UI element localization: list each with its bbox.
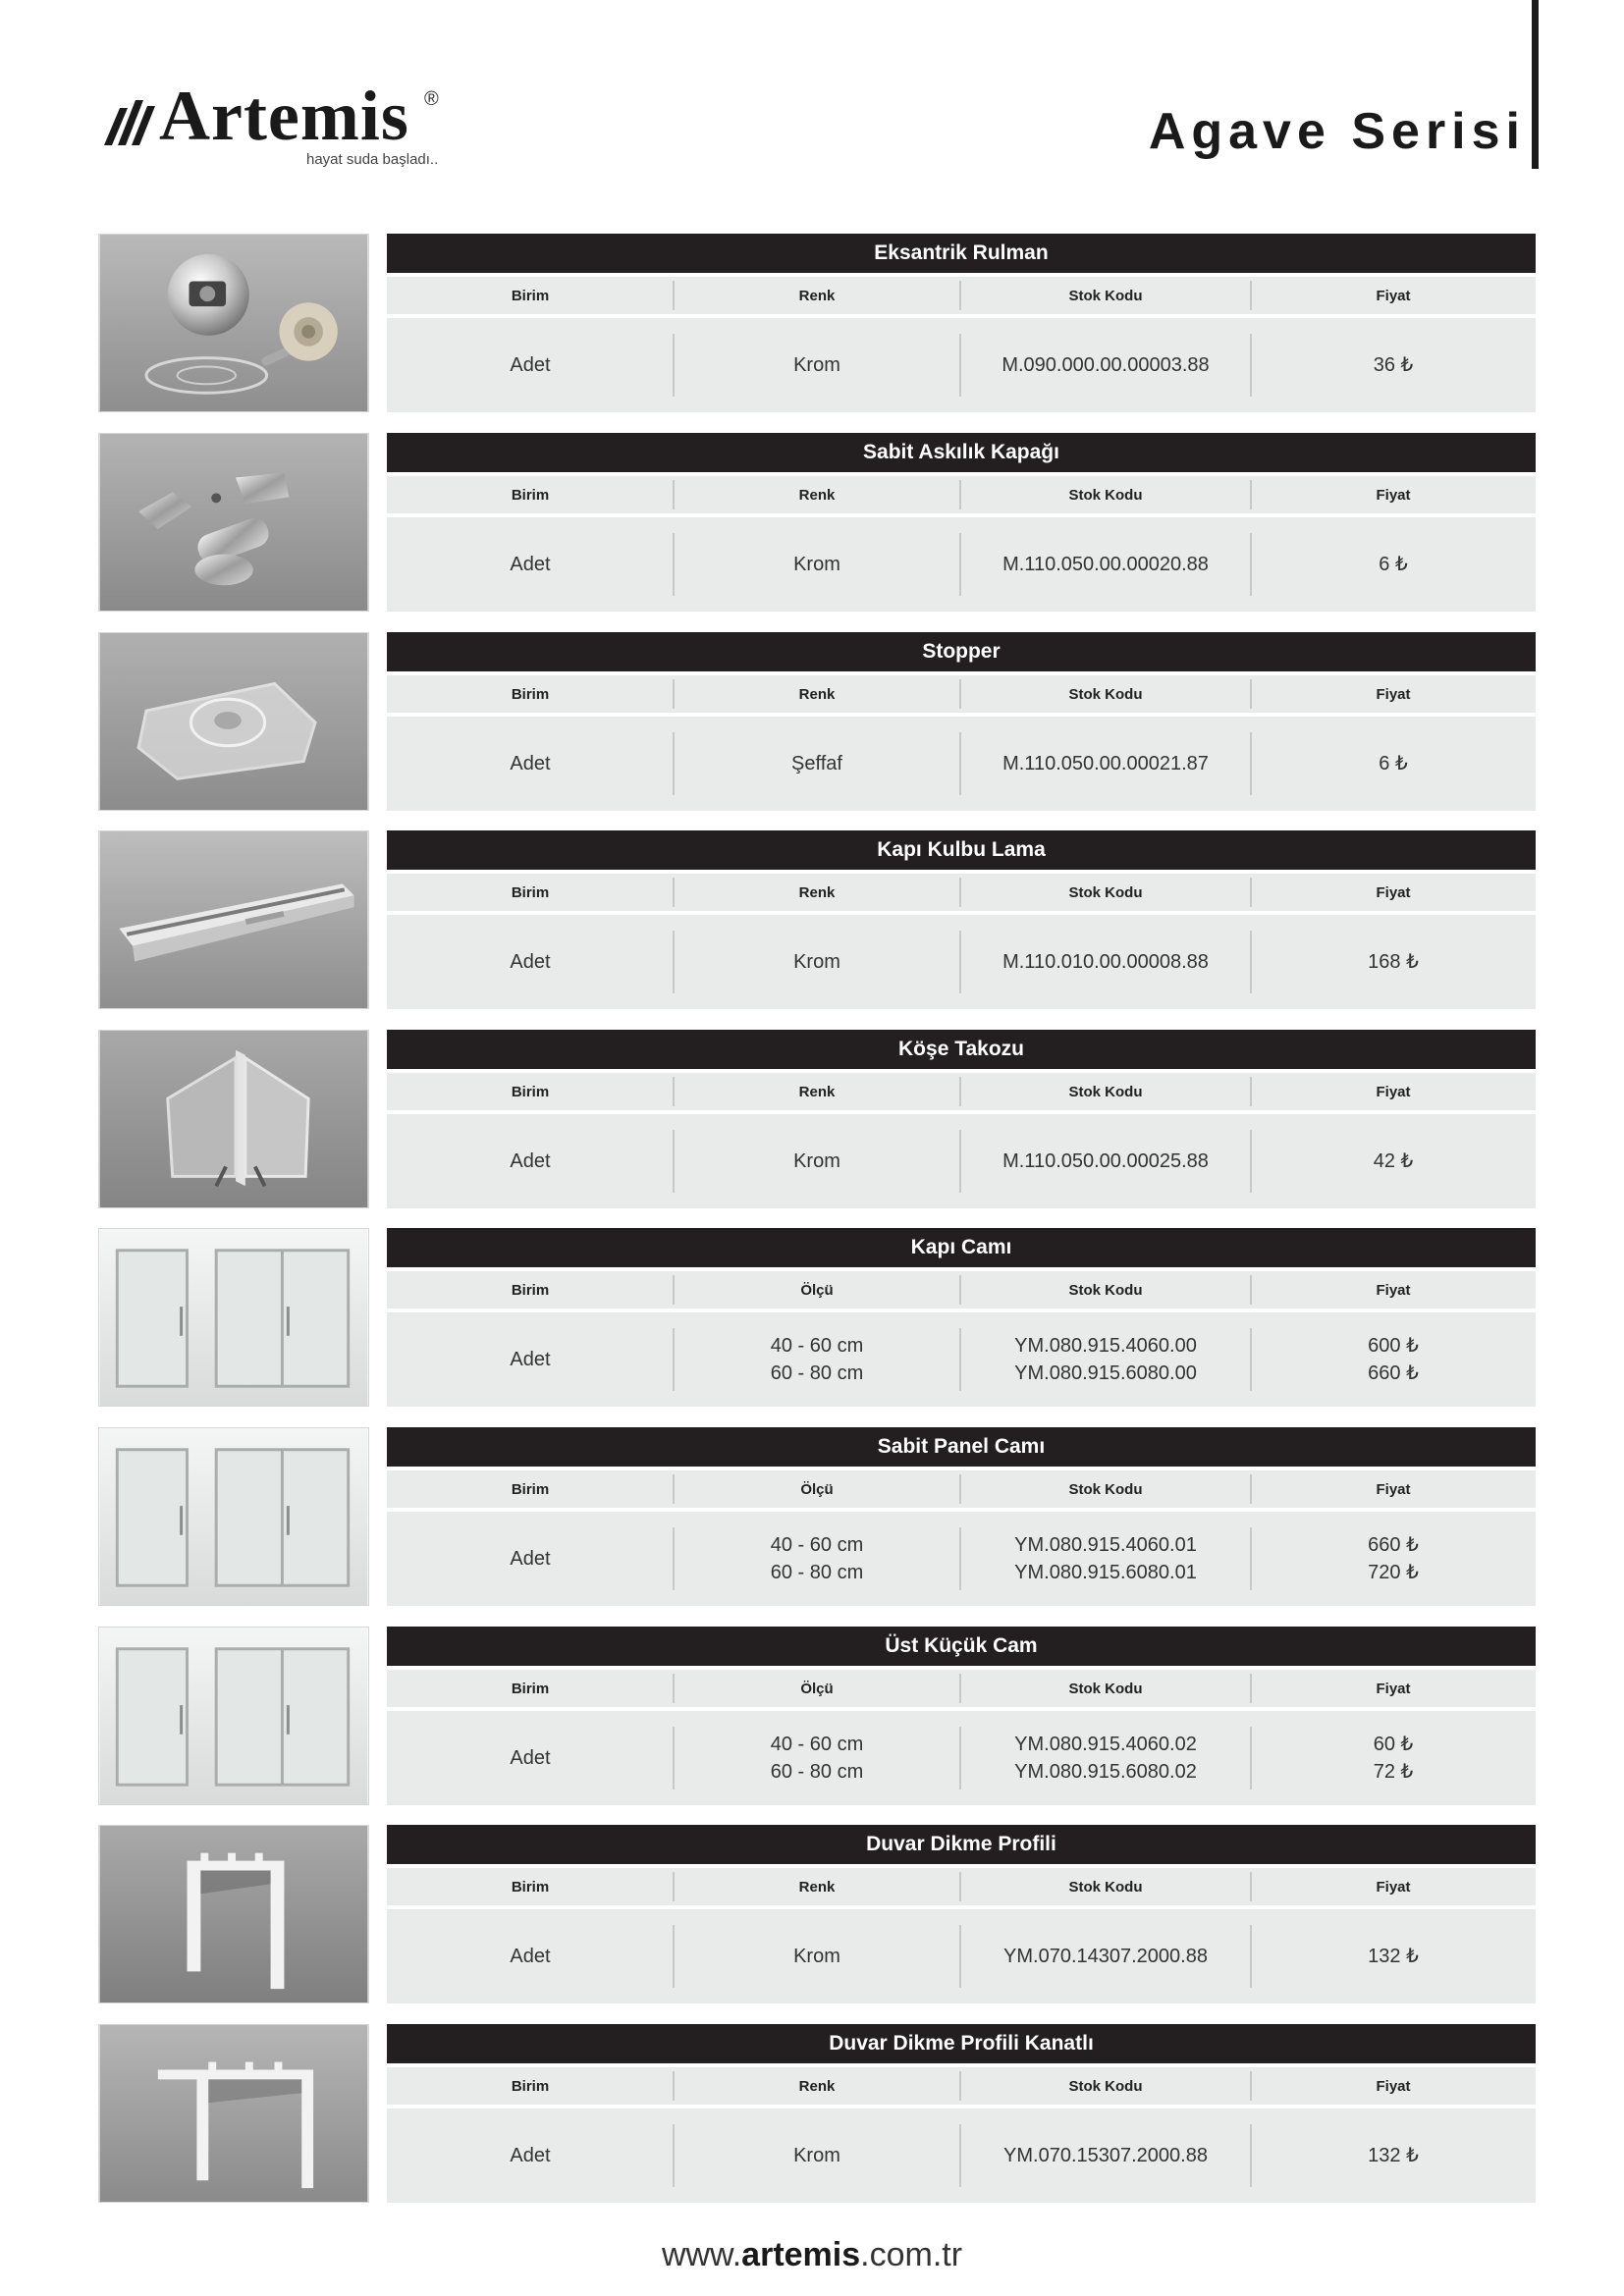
column-divider bbox=[959, 1872, 961, 1901]
product-table bbox=[387, 1228, 1536, 1407]
header-fiyat: Fiyat bbox=[1376, 1480, 1411, 1498]
cell-stok-kodu bbox=[960, 2109, 1251, 2203]
header-renk: Renk bbox=[798, 2077, 836, 2095]
cell-renk bbox=[674, 1114, 960, 1208]
column-divider bbox=[673, 2124, 675, 2187]
corner-block-icon bbox=[99, 1031, 368, 1207]
cell-renk bbox=[674, 318, 960, 412]
product-photo bbox=[98, 234, 369, 412]
product-title: Kapı Kulbu Lama bbox=[387, 830, 1536, 870]
fiyat-value: 6 ₺ bbox=[1379, 753, 1408, 774]
product-photo bbox=[98, 1030, 369, 1208]
artemis-logo[interactable] bbox=[98, 77, 452, 175]
fiyat-value: 6 ₺ bbox=[1379, 554, 1408, 575]
header-birim: Birim bbox=[511, 287, 550, 304]
column-divider bbox=[673, 878, 675, 907]
cell-olcu bbox=[674, 1512, 960, 1606]
column-divider bbox=[959, 2071, 961, 2101]
column-divider bbox=[1250, 1925, 1252, 1988]
product-table bbox=[387, 1030, 1536, 1208]
product-block bbox=[98, 1228, 1536, 1407]
header-olcu: Ölçü bbox=[800, 1680, 834, 1697]
stok-kodu-value: M.090.000.00.00003.88 bbox=[1001, 354, 1210, 376]
olcu-value: 40 - 60 cm bbox=[770, 1734, 864, 1755]
header-renk: Renk bbox=[798, 1083, 836, 1100]
column-divider bbox=[1250, 1077, 1252, 1106]
column-divider bbox=[673, 1130, 675, 1193]
header-stok-kodu: Stok Kodu bbox=[1068, 1281, 1143, 1299]
fiyat-value: 36 ₺ bbox=[1373, 354, 1414, 376]
table-header-row bbox=[387, 1670, 1536, 1707]
cell-stok-kodu bbox=[960, 1114, 1251, 1208]
cell-birim bbox=[387, 1312, 674, 1407]
renk-value: Krom bbox=[793, 1150, 840, 1172]
cell-birim bbox=[387, 1512, 674, 1606]
fiyat-value: 660 ₺ bbox=[1368, 1362, 1419, 1384]
product-table bbox=[387, 433, 1536, 612]
cell-fiyat bbox=[1251, 2109, 1536, 2203]
column-divider bbox=[673, 1474, 675, 1504]
table-header-row bbox=[387, 1073, 1536, 1110]
column-divider bbox=[1250, 2124, 1252, 2187]
header-olcu: Ölçü bbox=[800, 1480, 834, 1498]
column-divider bbox=[959, 878, 961, 907]
glass-door-icon bbox=[99, 1229, 368, 1406]
product-title: Sabit Askılık Kapağı bbox=[387, 433, 1536, 472]
header-birim: Birim bbox=[511, 1281, 550, 1299]
column-divider bbox=[673, 679, 675, 709]
stok-kodu-value: M.110.050.00.00021.87 bbox=[1002, 753, 1209, 774]
cell-renk bbox=[674, 2109, 960, 2203]
wall-profile-icon bbox=[99, 1826, 368, 2002]
column-divider bbox=[959, 1925, 961, 1988]
stok-kodu-value: YM.070.14307.2000.88 bbox=[1003, 1946, 1208, 1967]
product-title: Stopper bbox=[387, 632, 1536, 671]
roller-bearing-icon bbox=[99, 235, 368, 411]
logo-slashes-icon bbox=[98, 94, 155, 149]
birim-value: Adet bbox=[510, 1349, 551, 1370]
header-birim: Birim bbox=[511, 685, 550, 703]
fiyat-value: 720 ₺ bbox=[1368, 1562, 1419, 1583]
cell-birim bbox=[387, 318, 674, 412]
fiyat-value: 60 ₺ bbox=[1373, 1734, 1414, 1755]
fiyat-value: 168 ₺ bbox=[1368, 951, 1419, 973]
table-row bbox=[387, 1114, 1536, 1208]
stok-kodu-value: M.110.050.00.00025.88 bbox=[1002, 1150, 1209, 1172]
column-divider bbox=[1250, 1474, 1252, 1504]
olcu-value: 40 - 60 cm bbox=[770, 1335, 864, 1357]
header-stok-kodu: Stok Kodu bbox=[1068, 883, 1143, 901]
column-divider bbox=[673, 1328, 675, 1391]
cell-renk bbox=[674, 517, 960, 612]
cell-stok-kodu bbox=[960, 1512, 1251, 1606]
column-divider bbox=[673, 1872, 675, 1901]
cell-stok-kodu bbox=[960, 1312, 1251, 1407]
product-photo bbox=[98, 632, 369, 811]
olcu-value: 40 - 60 cm bbox=[770, 1534, 864, 1556]
column-divider bbox=[959, 1077, 961, 1106]
table-header-row bbox=[387, 675, 1536, 713]
cell-fiyat bbox=[1251, 1312, 1536, 1407]
header-stok-kodu: Stok Kodu bbox=[1068, 1680, 1143, 1697]
product-table bbox=[387, 1627, 1536, 1805]
cell-fiyat bbox=[1251, 517, 1536, 612]
cell-birim bbox=[387, 717, 674, 811]
column-divider bbox=[1250, 334, 1252, 397]
stok-kodu-value: YM.080.915.6080.00 bbox=[1014, 1362, 1197, 1384]
birim-value: Adet bbox=[510, 951, 551, 973]
header-accent-bar bbox=[1532, 0, 1539, 169]
cell-stok-kodu bbox=[960, 915, 1251, 1009]
column-divider bbox=[673, 1275, 675, 1305]
renk-value: Krom bbox=[793, 1946, 840, 1967]
renk-value: Krom bbox=[793, 554, 840, 575]
cell-stok-kodu bbox=[960, 1909, 1251, 2003]
column-divider bbox=[1250, 1275, 1252, 1305]
cell-fiyat bbox=[1251, 915, 1536, 1009]
olcu-value: 60 - 80 cm bbox=[770, 1761, 864, 1783]
column-divider bbox=[959, 533, 961, 596]
column-divider bbox=[959, 334, 961, 397]
fiyat-value: 72 ₺ bbox=[1373, 1761, 1414, 1783]
header-fiyat: Fiyat bbox=[1376, 1680, 1411, 1697]
column-divider bbox=[673, 533, 675, 596]
stok-kodu-value: YM.080.915.6080.01 bbox=[1014, 1562, 1197, 1583]
column-divider bbox=[673, 732, 675, 795]
column-divider bbox=[1250, 281, 1252, 310]
cell-fiyat bbox=[1251, 1711, 1536, 1805]
olcu-value: 60 - 80 cm bbox=[770, 1362, 864, 1384]
cell-fiyat bbox=[1251, 318, 1536, 412]
product-title: Üst Küçük Cam bbox=[387, 1627, 1536, 1666]
column-divider bbox=[959, 281, 961, 310]
product-photo bbox=[98, 830, 369, 1009]
cell-olcu bbox=[674, 1711, 960, 1805]
product-block bbox=[98, 1427, 1536, 1606]
upper-glass-icon bbox=[99, 1628, 368, 1804]
website-link[interactable] bbox=[0, 2236, 1624, 2274]
product-block bbox=[98, 632, 1536, 811]
column-divider bbox=[673, 1527, 675, 1590]
column-divider bbox=[673, 931, 675, 993]
stok-kodu-value: M.110.010.00.00008.88 bbox=[1002, 951, 1209, 973]
column-divider bbox=[959, 480, 961, 509]
table-row bbox=[387, 1909, 1536, 2003]
header-renk: Renk bbox=[798, 685, 836, 703]
header-birim: Birim bbox=[511, 1878, 550, 1896]
fiyat-value: 600 ₺ bbox=[1368, 1335, 1419, 1357]
product-title: Sabit Panel Camı bbox=[387, 1427, 1536, 1467]
column-divider bbox=[1250, 1130, 1252, 1193]
table-row bbox=[387, 517, 1536, 612]
renk-value: Şeffaf bbox=[791, 753, 842, 774]
header-birim: Birim bbox=[511, 1480, 550, 1498]
column-divider bbox=[1250, 1727, 1252, 1789]
header-fiyat: Fiyat bbox=[1376, 883, 1411, 901]
birim-value: Adet bbox=[510, 1747, 551, 1769]
fiyat-value: 42 ₺ bbox=[1373, 1150, 1414, 1172]
renk-value: Krom bbox=[793, 951, 840, 973]
product-photo bbox=[98, 1627, 369, 1805]
cell-renk bbox=[674, 915, 960, 1009]
column-divider bbox=[1250, 1328, 1252, 1391]
product-block bbox=[98, 234, 1536, 412]
header-birim: Birim bbox=[511, 883, 550, 901]
cell-birim bbox=[387, 1711, 674, 1805]
column-divider bbox=[959, 1527, 961, 1590]
header-fiyat: Fiyat bbox=[1376, 1281, 1411, 1299]
birim-value: Adet bbox=[510, 2145, 551, 2166]
stok-kodu-value: M.110.050.00.00020.88 bbox=[1002, 554, 1209, 575]
product-block bbox=[98, 1627, 1536, 1805]
cell-birim bbox=[387, 517, 674, 612]
registered-mark: ® bbox=[424, 88, 439, 110]
birim-value: Adet bbox=[510, 554, 551, 575]
series-title: Agave Serisi bbox=[1148, 103, 1526, 160]
stok-kodu-value: YM.080.915.4060.01 bbox=[1014, 1534, 1197, 1556]
cell-olcu bbox=[674, 1312, 960, 1407]
birim-value: Adet bbox=[510, 1150, 551, 1172]
column-divider bbox=[959, 1130, 961, 1193]
column-divider bbox=[673, 1674, 675, 1703]
birim-value: Adet bbox=[510, 753, 551, 774]
header-birim: Birim bbox=[511, 1680, 550, 1697]
cell-renk bbox=[674, 1909, 960, 2003]
renk-value: Krom bbox=[793, 2145, 840, 2166]
fiyat-value: 132 ₺ bbox=[1368, 2145, 1419, 2166]
header-renk: Renk bbox=[798, 287, 836, 304]
table-header-row bbox=[387, 1271, 1536, 1308]
column-divider bbox=[1250, 1872, 1252, 1901]
product-table bbox=[387, 2024, 1536, 2203]
cell-stok-kodu bbox=[960, 318, 1251, 412]
birim-value: Adet bbox=[510, 1946, 551, 1967]
table-row bbox=[387, 717, 1536, 811]
stok-kodu-value: YM.080.915.4060.00 bbox=[1014, 1335, 1197, 1357]
product-title: Duvar Dikme Profili bbox=[387, 1825, 1536, 1864]
column-divider bbox=[1250, 679, 1252, 709]
column-divider bbox=[1250, 480, 1252, 509]
header-fiyat: Fiyat bbox=[1376, 685, 1411, 703]
header-fiyat: Fiyat bbox=[1376, 1878, 1411, 1896]
brand-slogan: hayat suda başladı.. bbox=[306, 151, 439, 168]
product-photo bbox=[98, 1427, 369, 1606]
column-divider bbox=[673, 480, 675, 509]
column-divider bbox=[959, 679, 961, 709]
table-row bbox=[387, 1312, 1536, 1407]
page-header bbox=[0, 0, 1624, 216]
stok-kodu-value: YM.070.15307.2000.88 bbox=[1003, 2145, 1208, 2166]
header-renk: Renk bbox=[798, 1878, 836, 1896]
column-divider bbox=[959, 1328, 961, 1391]
column-divider bbox=[959, 1727, 961, 1789]
fiyat-value: 132 ₺ bbox=[1368, 1946, 1419, 1967]
product-title: Köşe Takozu bbox=[387, 1030, 1536, 1069]
cell-fiyat bbox=[1251, 1512, 1536, 1606]
table-header-row bbox=[387, 277, 1536, 314]
product-block bbox=[98, 1030, 1536, 1208]
stopper-icon bbox=[99, 633, 368, 810]
olcu-value: 60 - 80 cm bbox=[770, 1562, 864, 1583]
table-header-row bbox=[387, 2067, 1536, 2105]
header-fiyat: Fiyat bbox=[1376, 2077, 1411, 2095]
product-title: Kapı Camı bbox=[387, 1228, 1536, 1267]
table-row bbox=[387, 1512, 1536, 1606]
table-row bbox=[387, 2109, 1536, 2203]
header-stok-kodu: Stok Kodu bbox=[1068, 1083, 1143, 1100]
header-birim: Birim bbox=[511, 1083, 550, 1100]
cell-birim bbox=[387, 2109, 674, 2203]
column-divider bbox=[1250, 878, 1252, 907]
header-stok-kodu: Stok Kodu bbox=[1068, 1480, 1143, 1498]
column-divider bbox=[959, 2124, 961, 2187]
table-header-row bbox=[387, 1868, 1536, 1905]
column-divider bbox=[673, 281, 675, 310]
renk-value: Krom bbox=[793, 354, 840, 376]
header-fiyat: Fiyat bbox=[1376, 287, 1411, 304]
column-divider bbox=[1250, 1527, 1252, 1590]
product-block bbox=[98, 830, 1536, 1009]
cell-stok-kodu bbox=[960, 517, 1251, 612]
table-row bbox=[387, 1711, 1536, 1805]
hanger-cap-icon bbox=[99, 434, 368, 611]
column-divider bbox=[959, 732, 961, 795]
column-divider bbox=[673, 2071, 675, 2101]
column-divider bbox=[673, 1727, 675, 1789]
header-birim: Birim bbox=[511, 486, 550, 504]
table-row bbox=[387, 318, 1536, 412]
brand-name: Artemis bbox=[159, 77, 409, 155]
header-stok-kodu: Stok Kodu bbox=[1068, 287, 1143, 304]
product-block bbox=[98, 1825, 1536, 2003]
column-divider bbox=[959, 931, 961, 993]
table-header-row bbox=[387, 874, 1536, 911]
column-divider bbox=[1250, 533, 1252, 596]
handle-bar-icon bbox=[99, 831, 368, 1008]
url-suffix: .com.tr bbox=[860, 2236, 963, 2273]
product-title: Eksantrik Rulman bbox=[387, 234, 1536, 273]
cell-birim bbox=[387, 1909, 674, 2003]
header-stok-kodu: Stok Kodu bbox=[1068, 486, 1143, 504]
product-block bbox=[98, 2024, 1536, 2203]
column-divider bbox=[673, 1077, 675, 1106]
winged-wall-profile-icon bbox=[99, 2025, 368, 2202]
product-photo bbox=[98, 1228, 369, 1407]
column-divider bbox=[959, 1674, 961, 1703]
header-renk: Renk bbox=[798, 883, 836, 901]
product-table bbox=[387, 632, 1536, 811]
table-row bbox=[387, 915, 1536, 1009]
header-stok-kodu: Stok Kodu bbox=[1068, 685, 1143, 703]
column-divider bbox=[1250, 1674, 1252, 1703]
url-domain: artemis bbox=[741, 2236, 861, 2273]
product-photo bbox=[98, 2024, 369, 2203]
table-header-row bbox=[387, 1470, 1536, 1508]
cell-birim bbox=[387, 915, 674, 1009]
product-table bbox=[387, 830, 1536, 1009]
column-divider bbox=[673, 334, 675, 397]
stok-kodu-value: YM.080.915.4060.02 bbox=[1014, 1734, 1197, 1755]
cell-renk bbox=[674, 717, 960, 811]
column-divider bbox=[959, 1474, 961, 1504]
header-fiyat: Fiyat bbox=[1376, 1083, 1411, 1100]
cell-fiyat bbox=[1251, 1114, 1536, 1208]
cell-birim bbox=[387, 1114, 674, 1208]
cell-fiyat bbox=[1251, 1909, 1536, 2003]
column-divider bbox=[1250, 732, 1252, 795]
header-stok-kodu: Stok Kodu bbox=[1068, 1878, 1143, 1896]
cell-stok-kodu bbox=[960, 1711, 1251, 1805]
product-table bbox=[387, 1427, 1536, 1606]
stok-kodu-value: YM.080.915.6080.02 bbox=[1014, 1761, 1197, 1783]
column-divider bbox=[1250, 2071, 1252, 2101]
product-table bbox=[387, 234, 1536, 412]
birim-value: Adet bbox=[510, 1548, 551, 1570]
cell-stok-kodu bbox=[960, 717, 1251, 811]
header-fiyat: Fiyat bbox=[1376, 486, 1411, 504]
column-divider bbox=[959, 1275, 961, 1305]
header-renk: Renk bbox=[798, 486, 836, 504]
cell-fiyat bbox=[1251, 717, 1536, 811]
glass-panel-icon bbox=[99, 1428, 368, 1605]
header-birim: Birim bbox=[511, 2077, 550, 2095]
column-divider bbox=[1250, 931, 1252, 993]
product-block bbox=[98, 433, 1536, 612]
table-header-row bbox=[387, 476, 1536, 513]
fiyat-value: 660 ₺ bbox=[1368, 1534, 1419, 1556]
product-table bbox=[387, 1825, 1536, 2003]
header-stok-kodu: Stok Kodu bbox=[1068, 2077, 1143, 2095]
column-divider bbox=[673, 1925, 675, 1988]
product-photo bbox=[98, 433, 369, 612]
url-prefix: www. bbox=[661, 2236, 742, 2273]
header-olcu: Ölçü bbox=[800, 1281, 834, 1299]
product-photo bbox=[98, 1825, 369, 2003]
birim-value: Adet bbox=[510, 354, 551, 376]
product-title: Duvar Dikme Profili Kanatlı bbox=[387, 2024, 1536, 2063]
